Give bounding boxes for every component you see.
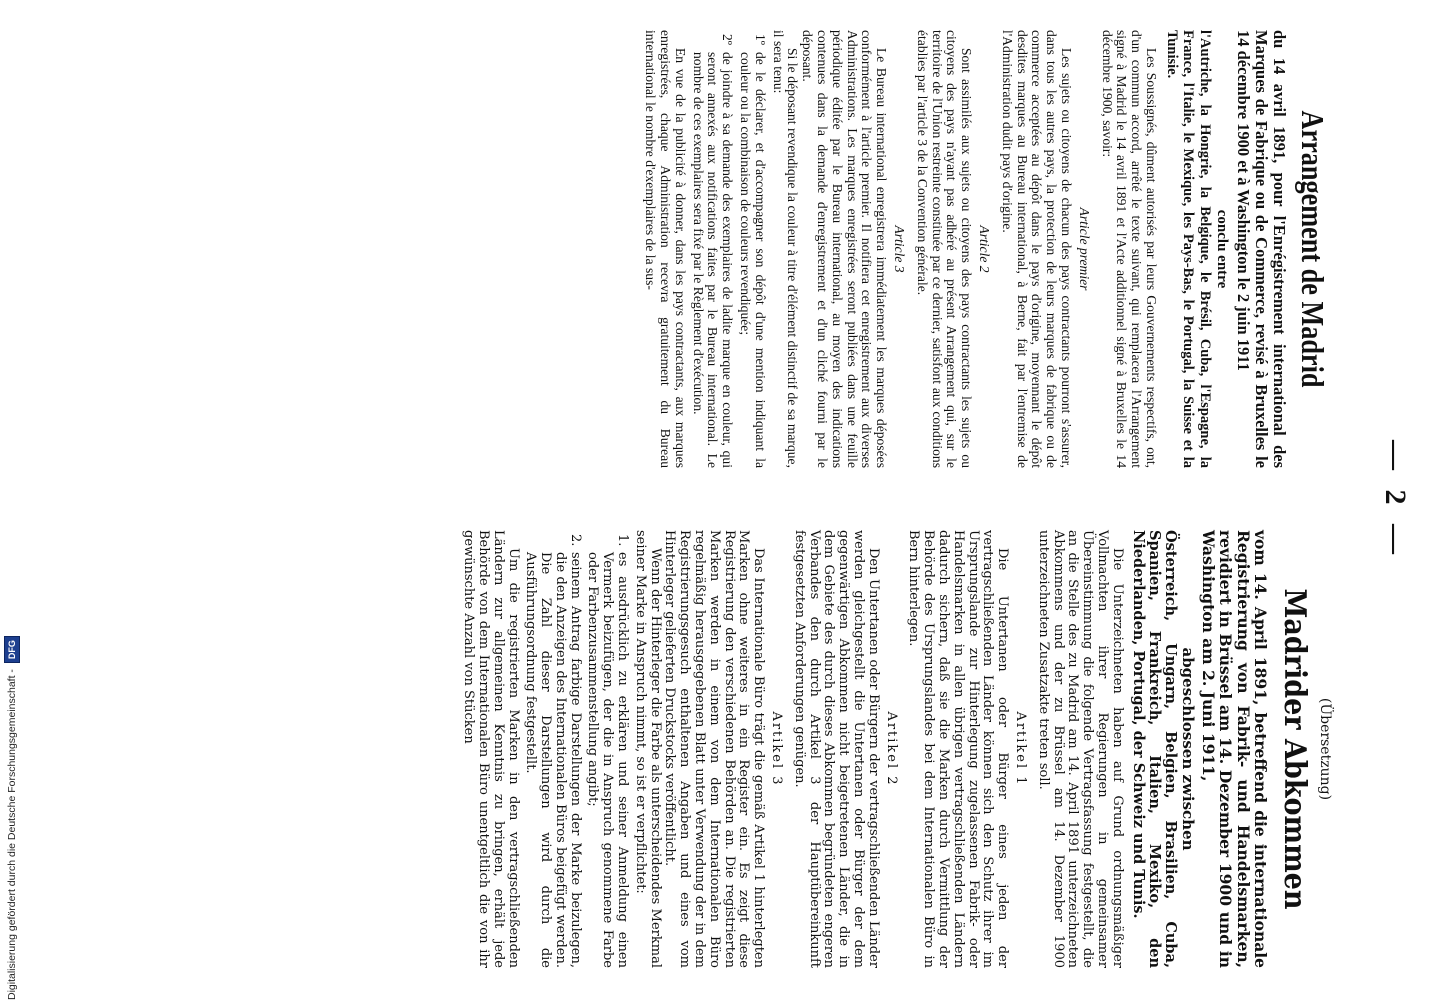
german-lead: vom 14. April 1891, betreffend die internationale Registrierung von Fabrik- und Handelsmarken, revidiert in Brüssel am 14. Dezember 1900 und in Washington am 2. Juni 1911, <box>1198 530 1271 968</box>
french-item-1-number: 1º <box>752 34 768 46</box>
french-item-2-number: 2º <box>720 34 736 46</box>
french-article-2-heading: Article 2 <box>977 225 993 273</box>
french-column <box>642 30 1332 468</box>
french-preamble: Les Soussignés, dûment autorisés par leurs Gouvernements respectifs, ont, d'un commun accord, arrêté le texte suivant, qui remplacera l'Arrangement signé à Madrid le 14 avril 1891 et l'Acte additionnel signé à Bruxelles le 14 décembre 1900, savoir: <box>1099 30 1159 468</box>
german-article-2-text: Den Untertanen oder Bürgern der vertragschließenden Länder werden gleichgestellt die Untertanen oder Bürger der dem gegenwärtigen Abkommen nicht beigetretenen Länder, die in dem Gebiete des durch dieses Abkommen begründeten engeren Verbandes den durch Artikel 3 der Hauptübereinkunft festgesetzten Anforderungen genügen. <box>791 530 881 968</box>
german-translation-note: (Übersetzung) <box>1317 697 1333 801</box>
french-article-1-text: Les sujets ou citoyens de chacun des pays contractants pourront s'assurer, dans tous les autres pays, la protection de leurs marques de fabrique ou de commerce acceptées au dépôt dans le pays d'origine, moyennant le dépôt desdites marques au Bureau international, à Berne, fait par l'entremise de l'Administration dudit pays d'origine. <box>999 30 1074 468</box>
german-article-3-text: Das Internationale Büro trägt die gemäß Artikel 1 hinterlegten Marken ohne weiteres in ein Register ein. Es zeigt diese Registrierung den verschiedenen Behörden an. Die registrierten Marken werden in einem von dem Internationalen Büro regelmäßig herausgegebenen Blatt unter Verwendung der in dem Registrierungsgesuch enthaltenen Angaben und eines vom Hinterleger gelieferten Druckstocks veröffentlicht. <box>662 530 767 968</box>
german-preamble: Die Unterzeichneten haben auf Grund ordnungsmäßiger Vollmachten ihrer Regierungen in gemeinsamer Übereinstimmung die folgende Vertragsfassung festgestellt, die an die Stelle des zu Madrid am 14. April 1891 unterzeichneten Abkommens und der zu Brüssel am 14. Dezember 1900 unterzeichneten Zusatzakte treten soll. <box>1035 530 1125 968</box>
french-title: Arrangement de Madrid <box>1295 110 1331 388</box>
french-article-3-color: Si le déposant revendique la couleur à titre d'élément distinctif de sa marque, il sera tenu: <box>770 30 801 468</box>
french-article-3-heading: Article 3 <box>892 225 908 273</box>
german-item-2 <box>523 530 582 968</box>
german-item-1-text: es ausdrücklich zu erklären und seiner Anmeldung einen Vermerk beizufügen, der die in Anspruch genommene Farbe oder Farbenzusammenstellung angibt; <box>585 552 631 968</box>
funding-footer-text: Digitalisierung gefördert durch die Deutsche Forschungsgemeinschaft - <box>6 669 18 1000</box>
french-article-3-last: En vue de la publicité à donner, dans les pays contractants, aux marques enregistrées, chaque Administration recevra gratuitement du Bureau international le nombre d'exemplaires de la sus- <box>643 30 688 468</box>
german-item-2-text: seinem Antrag farbige Darstellungen der Marke beizulegen, die den Anzeigen des Internationalen Büros beigefügt werden. Die Zahl dieser Darstellungen wird durch die Ausführungsordnung festgestellt. <box>523 552 583 968</box>
german-article-1-text: Die Untertanen oder Bürger eines jeden der vertragschließenden Länder können sich den Schutz ihrer im Ursprungslande zur Hinterlegung zugelassenen Fabrik- oder Handelsmarken in allen übrigen vertragschließenden Ländern dadurch sichern, daß sie die Marken durch Vermittlung der Behörde des Ursprungslandes bei dem Internationalen Büro in Bern hinterlegen. <box>906 530 1011 968</box>
german-article-3-last: Um die registrierten Marken in den vertragschließenden Ländern zur allgemeinen Kenntnis zu bringen, erhält jede Behörde von dem Internationalen Büro unentgeltlich die von ihr gewünschte Anzahl von Stücken <box>461 530 521 968</box>
german-item-1 <box>585 530 629 968</box>
page-number: — 2 — <box>1379 440 1412 560</box>
french-article-3-text: Le Bureau international enregistrera immédiatement les marques déposées conformément à l'article premier. Il notifiera cet enregistrement aux diverses Administrations. Les marques enregistrées seront publiées dans une feuille périodique éditée par le Bureau international, au moyen des indications contenues dans la demande d'enregistrement et d'un cliché fourni par le déposant. <box>800 30 890 468</box>
french-conclu-entre: conclu entre <box>1214 209 1231 289</box>
german-item-1-number: 1. <box>615 534 631 547</box>
french-item-2-text: de joindre à sa demande des exemplaires de ladite marque en couleur, qui seront annexés aux notifications faites par le Bureau international. Le nombre de ces exemplaires sera fixé par le Règlement d'exécution. <box>690 52 736 468</box>
french-item-1-text: de le déclarer, et d'accompagner son dépôt d'une mention indiquant la couleur ou la combinaison de couleurs revendiquée; <box>738 52 768 468</box>
german-title: Madrider Abkommen <box>1277 588 1313 910</box>
german-column <box>460 530 1332 968</box>
french-item-2 <box>690 30 734 468</box>
german-article-2-heading: Artikel 2 <box>883 711 899 787</box>
dfg-logo-icon[interactable]: DFG <box>4 636 20 663</box>
french-lead: du 14 avril 1891, pour l'Enrégistrement international des Marques de Fabrique ou de Commerce, revisé à Bruxelles le 14 décembre 1900 et à Washington le 2 juin 1911 <box>1233 30 1289 468</box>
french-article-1-heading: Article premier <box>1076 207 1092 291</box>
german-article-1-heading: Artikel 1 <box>1013 711 1029 787</box>
french-article-2-text: Sont assimilés aux sujets ou citoyens des pays contractants les sujets ou citoyens des pays n'ayant pas adhéré au présent Arrangement qui, sur le territoire de l'Union restreinte constituée par ce dernier, satisfont aux conditions établies par l'article 3 de la Convention générale. <box>914 30 975 468</box>
funding-footer <box>0 0 24 1000</box>
french-item-1 <box>737 30 767 468</box>
funding-footer-inner <box>0 0 24 1000</box>
german-article-3-color: Wenn der Hinterleger die Farbe als unterscheidendes Merkmal seiner Marke in Anspruch nimmt, so ist er verpflichtet: <box>632 530 663 968</box>
german-countries: Österreich, Ungarn, Belgien, Brasilien, Cuba, Spanien, Frankreich, Italien, Mexiko, den Niederlanden, Portugal, der Schweiz und Tunis. <box>1130 530 1180 968</box>
german-abgeschlossen: abgeschlossen zwischen <box>1179 647 1198 851</box>
german-item-2-number: 2. <box>567 534 583 547</box>
german-article-3-heading: Artikel 3 <box>769 711 785 787</box>
french-countries: l'Autriche, la Hongrie, la Belgique, le Brésil, Cuba, l'Espagne, la France, l'Italie, le Mexique, les Pays-Bas, le Portugal, la Suisse et la Tunisie. <box>1164 30 1213 468</box>
